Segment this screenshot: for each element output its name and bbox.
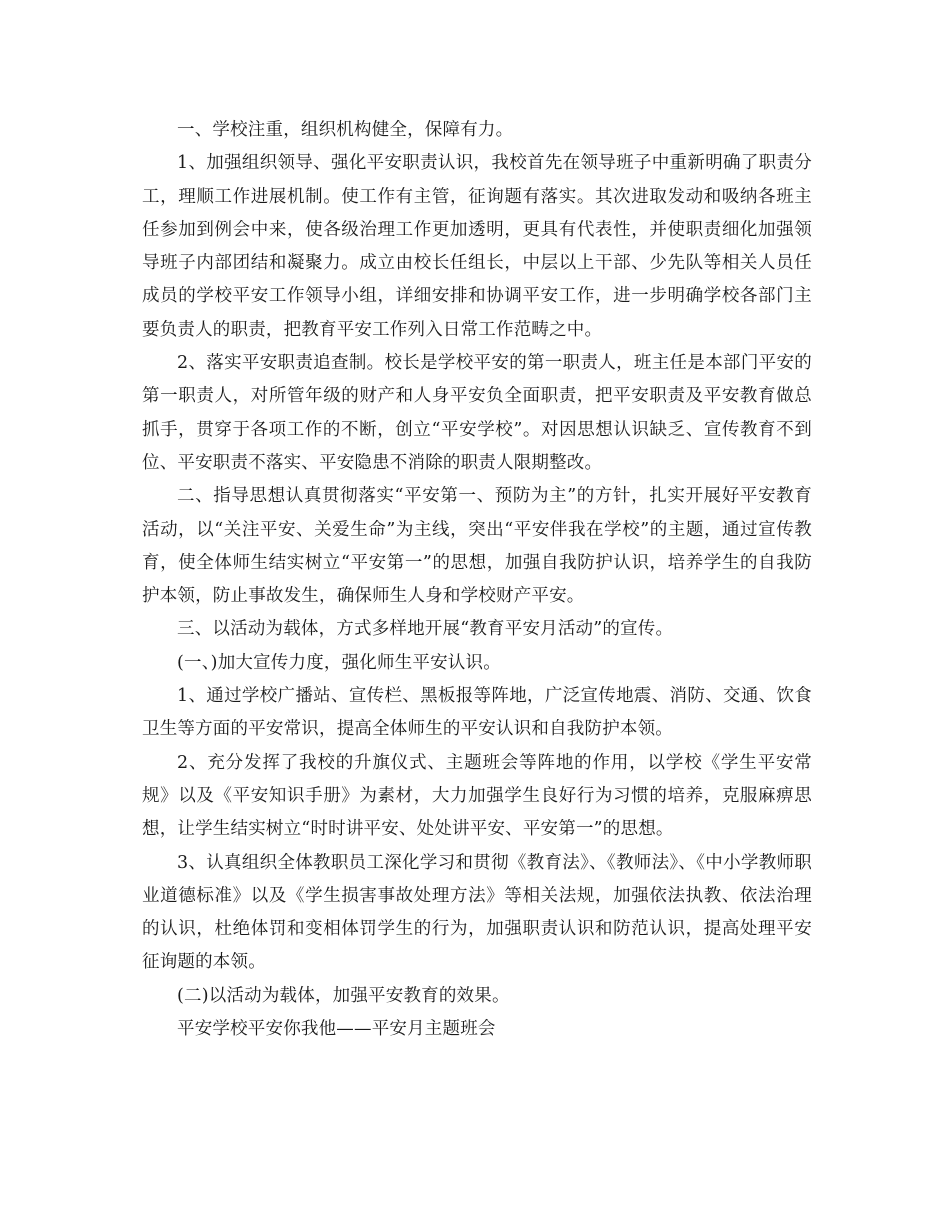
subheading-activity-effect: (二)以活动为载体，加强平安教育的效果。: [177, 985, 510, 1006]
document-page: [142, 114, 812, 1046]
paragraph-class-meeting: 平安学校平安你我他——平安月主题班会: [177, 1019, 496, 1040]
paragraph-flag-ceremony: 2、充分发挥了我校的升旗仪式、主题班会等阵地的作用，以学校《学生平安常规》以及《平安知识手册》为素材，大力加强学生良好行为习惯的培养，克服麻痹思想，让学生结实树立“时时讲平安、处处讲平安、平安第一”的思想。: [142, 752, 812, 840]
heading-activities: 三、以活动为载体，方式多样地开展“教育平安月活动”的宣传。: [177, 619, 674, 640]
subheading-publicity: (一、)加大宣传力度，强化师生平安认识。: [177, 652, 501, 673]
paragraph-leadership: 1、加强组织领导、强化平安职责认识，我校首先在领导班子中重新明确了职责分工，理顺工作进展机制。使工作有主管，征询题有落实。其次进取发动和吸纳各班主任参加到例会中来，使各级治理工作更加透明，更具有代表性，并使职责细化加强领导班子内部团结和凝聚力。成立由校长任组长，中层以上干部、少先队等相关人员任成员的学校平安工作领导小组，详细安排和协调平安工作，进一步明确学校各部门主要负责人的职责，把教育平安工作列入日常工作范畴之中。: [142, 153, 812, 340]
heading-organization: 一、学校注重，组织机构健全，保障有力。: [177, 120, 514, 140]
paragraph-responsibility: 2、落实平安职责追查制。校长是学校平安的第一职责人，班主任是本部门平安的第一职责人，对所管年级的财产和人身平安负全面职责，把平安职责及平安教育做总抓手，贯穿于各项工作的不断，创立“平安学校”。对因思想认识缺乏、宣传教育不到位、平安职责不落实、平安隐患不消除的职责人限期整改。: [142, 353, 812, 473]
paragraph-guiding-thought: 二、指导思想认真贯彻落实“平安第一、预防为主”的方针，扎实开展好平安教育活动，以“关注平安、关爱生命”为主线，突出“平安伴我在学校”的主题，通过宣传教育，使全体师生结实树立“平安第一”的思想，加强自我防护认识，培养学生的自我防护本领，防止事故发生，确保师生人身和学校财产平安。: [142, 486, 812, 607]
paragraph-broadcast: 1、通过学校广播站、宣传栏、黑板报等阵地，广泛宣传地震、消防、交通、饮食卫生等方面的平安常识，提高全体师生的平安认识和自我防护本领。: [142, 686, 812, 740]
paragraph-law-study: 3、认真组织全体教职员工深化学习和贯彻《教育法》、《教师法》、《中小学教师职业道德标准》以及《学生损害事故处理方法》等相关法规，加强依法执教、依法治理的认识，杜绝体罚和变相体罚学生的行为，加强职责认识和防范认识，提高处理平安征询题的本领。: [142, 852, 812, 973]
